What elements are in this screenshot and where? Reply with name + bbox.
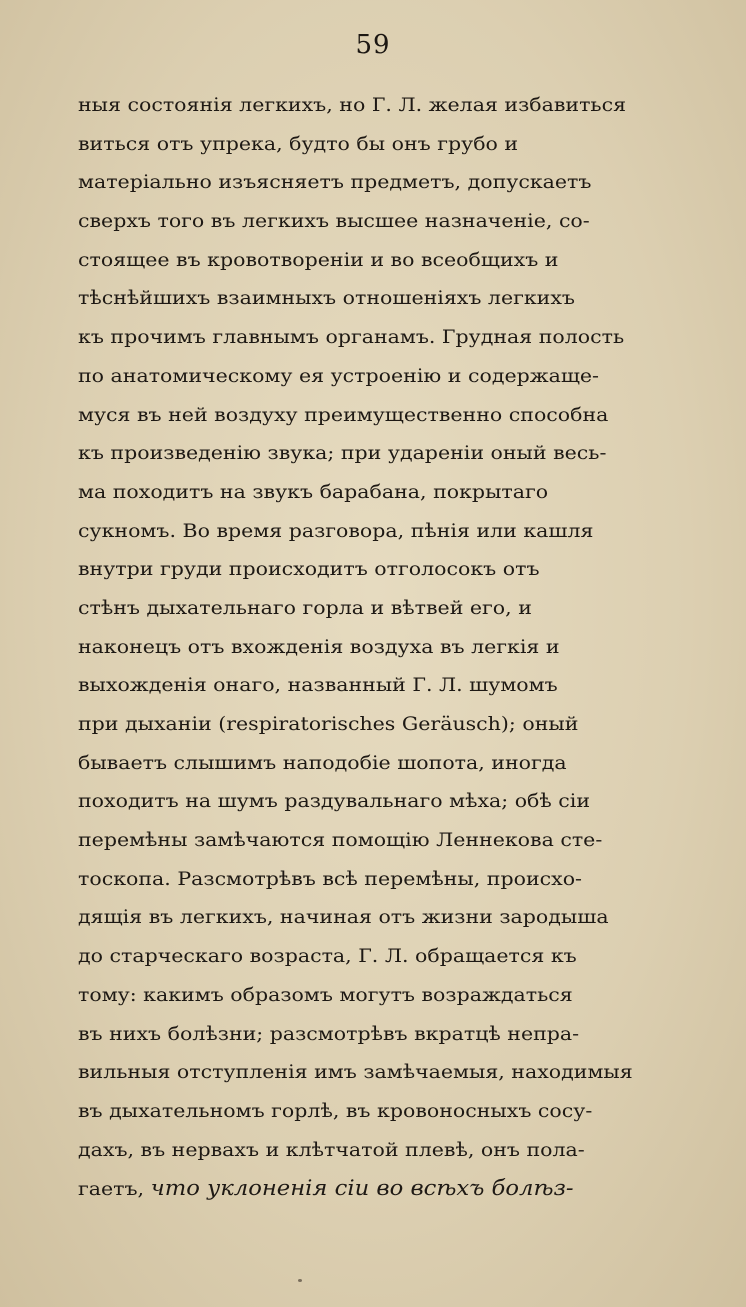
ink-speck: [298, 1279, 302, 1282]
text-line: виться отъ упрека, будто бы онъ грубо и: [78, 132, 519, 155]
text-line: при дыханіи (respiratorisches Geräusch); оный: [78, 713, 579, 735]
page-number: 59: [355, 30, 391, 60]
text-line-last-italic: что уклоненія сіи во всѣхъ болѣз-: [150, 1176, 574, 1201]
text-line: дящія въ легкихъ, начиная отъ жизни зародыша: [78, 906, 609, 929]
text-line: муся въ ней воздуху преимущественно способна: [78, 403, 609, 426]
text-line: перемѣны замѣчаются помощію Леннекова сте-: [78, 829, 603, 852]
text-line: дахъ, въ нервахъ и клѣтчатой плевѣ, онъ пола-: [78, 1138, 585, 1161]
text-line: ныя состоянія легкихъ, но Г. Л. желая избавиться: [78, 94, 627, 116]
text-line-last: [78, 1169, 714, 1208]
text-line: тоскопа. Разсмотрѣвъ всѣ перемѣны, происхо-: [78, 867, 583, 890]
text-line: къ прочимъ главнымъ органамъ. Грудная полость: [78, 326, 625, 349]
text-line: выхожденія онаго, названный Г. Л. шумомъ: [78, 674, 558, 697]
page-body-text: [78, 86, 714, 1208]
text-line: стѣнъ дыхательнаго горла и вѣтвей его, и: [78, 596, 532, 619]
text-line: тому: какимъ образомъ могутъ возраждаться: [78, 983, 573, 1006]
text-line: вильныя отступленія имъ замѣчаемыя, находимыя: [78, 1061, 633, 1084]
text-line: бываетъ слышимъ наподобіе шопота, иногда: [78, 751, 567, 774]
text-line: сверхъ того въ легкихъ высшее назначеніе, со-: [78, 210, 590, 233]
text-line: сукномъ. Во время разговора, пѣнія или кашля: [78, 519, 594, 542]
text-line: въ нихъ болѣзни; разсмотрѣвъ вкратцѣ непра-: [78, 1022, 580, 1045]
text-line: походитъ на шумъ раздувальнаго мѣха; обѣ сіи: [78, 790, 591, 813]
text-line: наконецъ отъ вхожденія воздуха въ легкія и: [78, 635, 560, 658]
text-line-last-plain: гаетъ,: [78, 1178, 151, 1201]
text-line: стоящее въ кровотвореніи и во всеобщихъ и: [78, 248, 559, 271]
text-line: тѣснѣйшихъ взаимныхъ отношеніяхъ легкихъ: [78, 287, 575, 310]
text-line: матеріально изъясняетъ предметъ, допускаетъ: [78, 171, 592, 194]
text-line: ма походитъ на звукъ барабана, покрытаго: [78, 480, 549, 503]
text-line: внутри груди происходитъ отголосокъ отъ: [78, 558, 540, 581]
text-line: до старческаго возраста, Г. Л. обращается къ: [78, 945, 577, 968]
text-line: въ дыхательномъ горлѣ, въ кровоносныхъ сосу-: [78, 1099, 593, 1122]
text-line: къ произведенію звука; при удареніи оный весь-: [78, 442, 607, 465]
text-line: по анатомическому ея устроенію и содержаще-: [78, 364, 599, 387]
